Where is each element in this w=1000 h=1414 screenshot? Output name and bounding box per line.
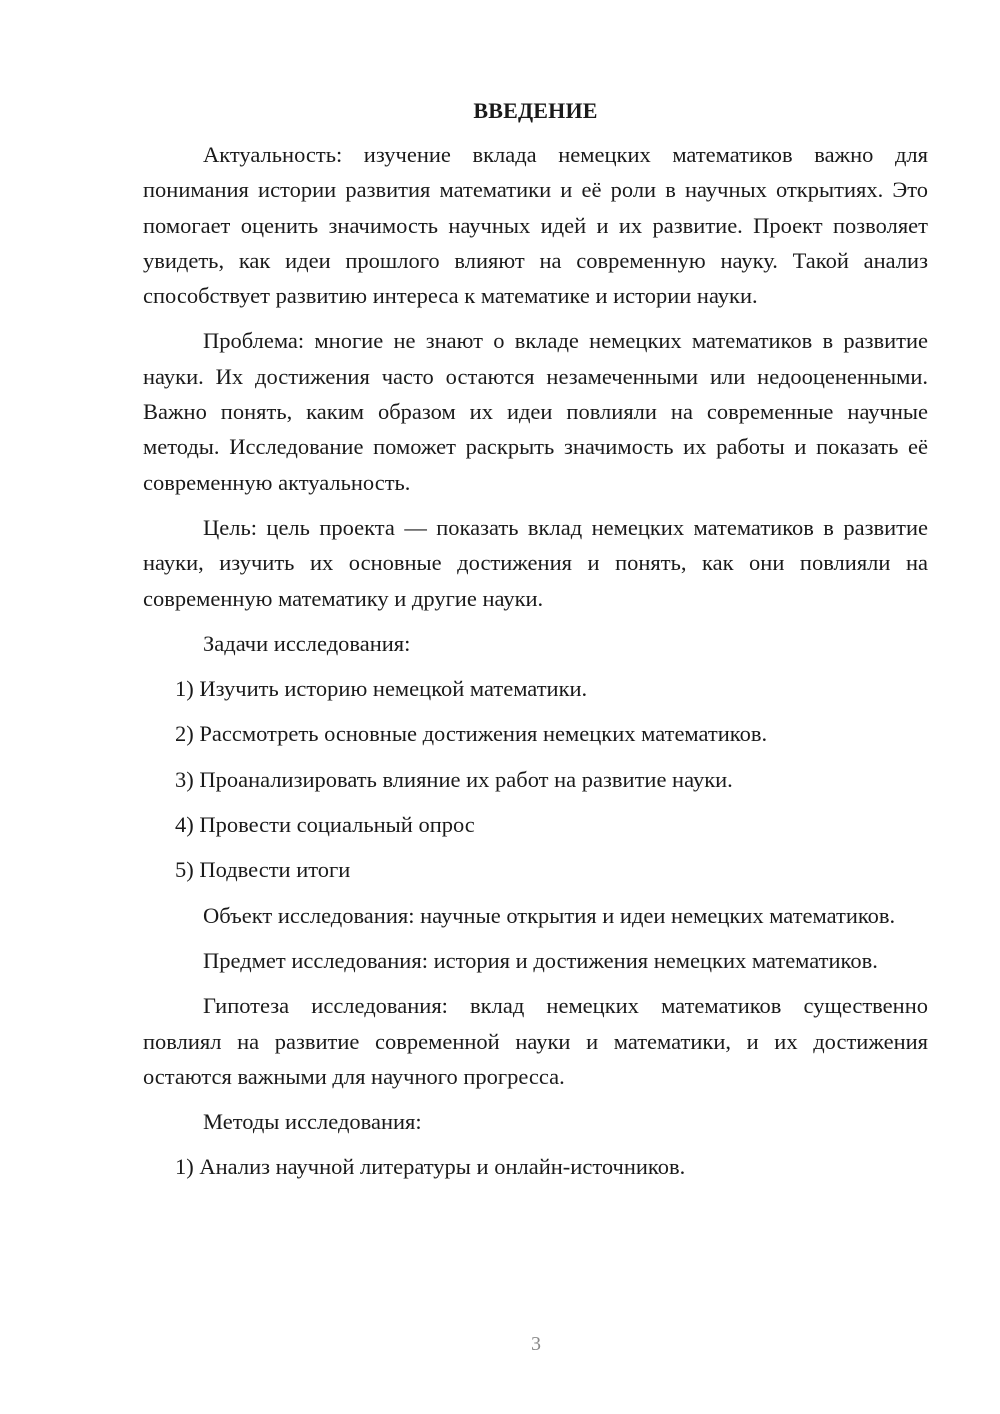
task-item-5: 5) Подвести итоги (175, 857, 351, 883)
object-paragraph: Объект исследования: научные открытия и идеи немецких математиков. (203, 902, 896, 928)
task-item-1: 1) Изучить историю немецкой математики. (175, 676, 588, 702)
problem-paragraph: Проблема: многие не знают о вкладе немецких математиков в развитие науки. Их достижения часто остаются незамеченными или недооцененными. Важно понять, каким образом их идеи повлияли на современные научные методы. Исследование поможет раскрыть значимость их работы и показать её современную актуальность. (143, 328, 928, 495)
document-page (143, 95, 928, 1195)
task-item-2: 2) Рассмотреть основные достижения немецких математиков. (175, 721, 768, 747)
page-title: ВВЕДЕНИЕ (473, 98, 598, 123)
relevance-paragraph: Актуальность: изучение вклада немецких математиков важно для понимания истории развития математики и её роли в научных открытиях. Это помогает оценить значимость научных идей и их развитие. Проект позволяет увидеть, как идеи прошлого влияют на современную науку. Такой анализ способствует развитию интереса к математике и истории науки. (143, 142, 928, 309)
page-number: 3 (531, 1333, 541, 1355)
task-item-4: 4) Провести социальный опрос (175, 812, 475, 838)
subject-paragraph: Предмет исследования: история и достижения немецких математиков. (203, 947, 878, 973)
tasks-heading: Задачи исследования: (203, 630, 411, 656)
goal-paragraph: Цель: цель проекта — показать вклад немецких математиков в развитие науки, изучить их основные достижения и понять, как они повлияли на современную математику и другие науки. (143, 514, 928, 611)
task-item-3: 3) Проанализировать влияние их работ на развитие науки. (175, 766, 733, 792)
methods-heading: Методы исследования: (203, 1109, 422, 1135)
hypothesis-paragraph: Гипотеза исследования: вклад немецких математиков существенно повлиял на развитие современной науки и математики, и их достижения остаются важными для научного прогресса. (143, 993, 928, 1089)
method-item-1: 1) Анализ научной литературы и онлайн-источников. (175, 1154, 686, 1180)
